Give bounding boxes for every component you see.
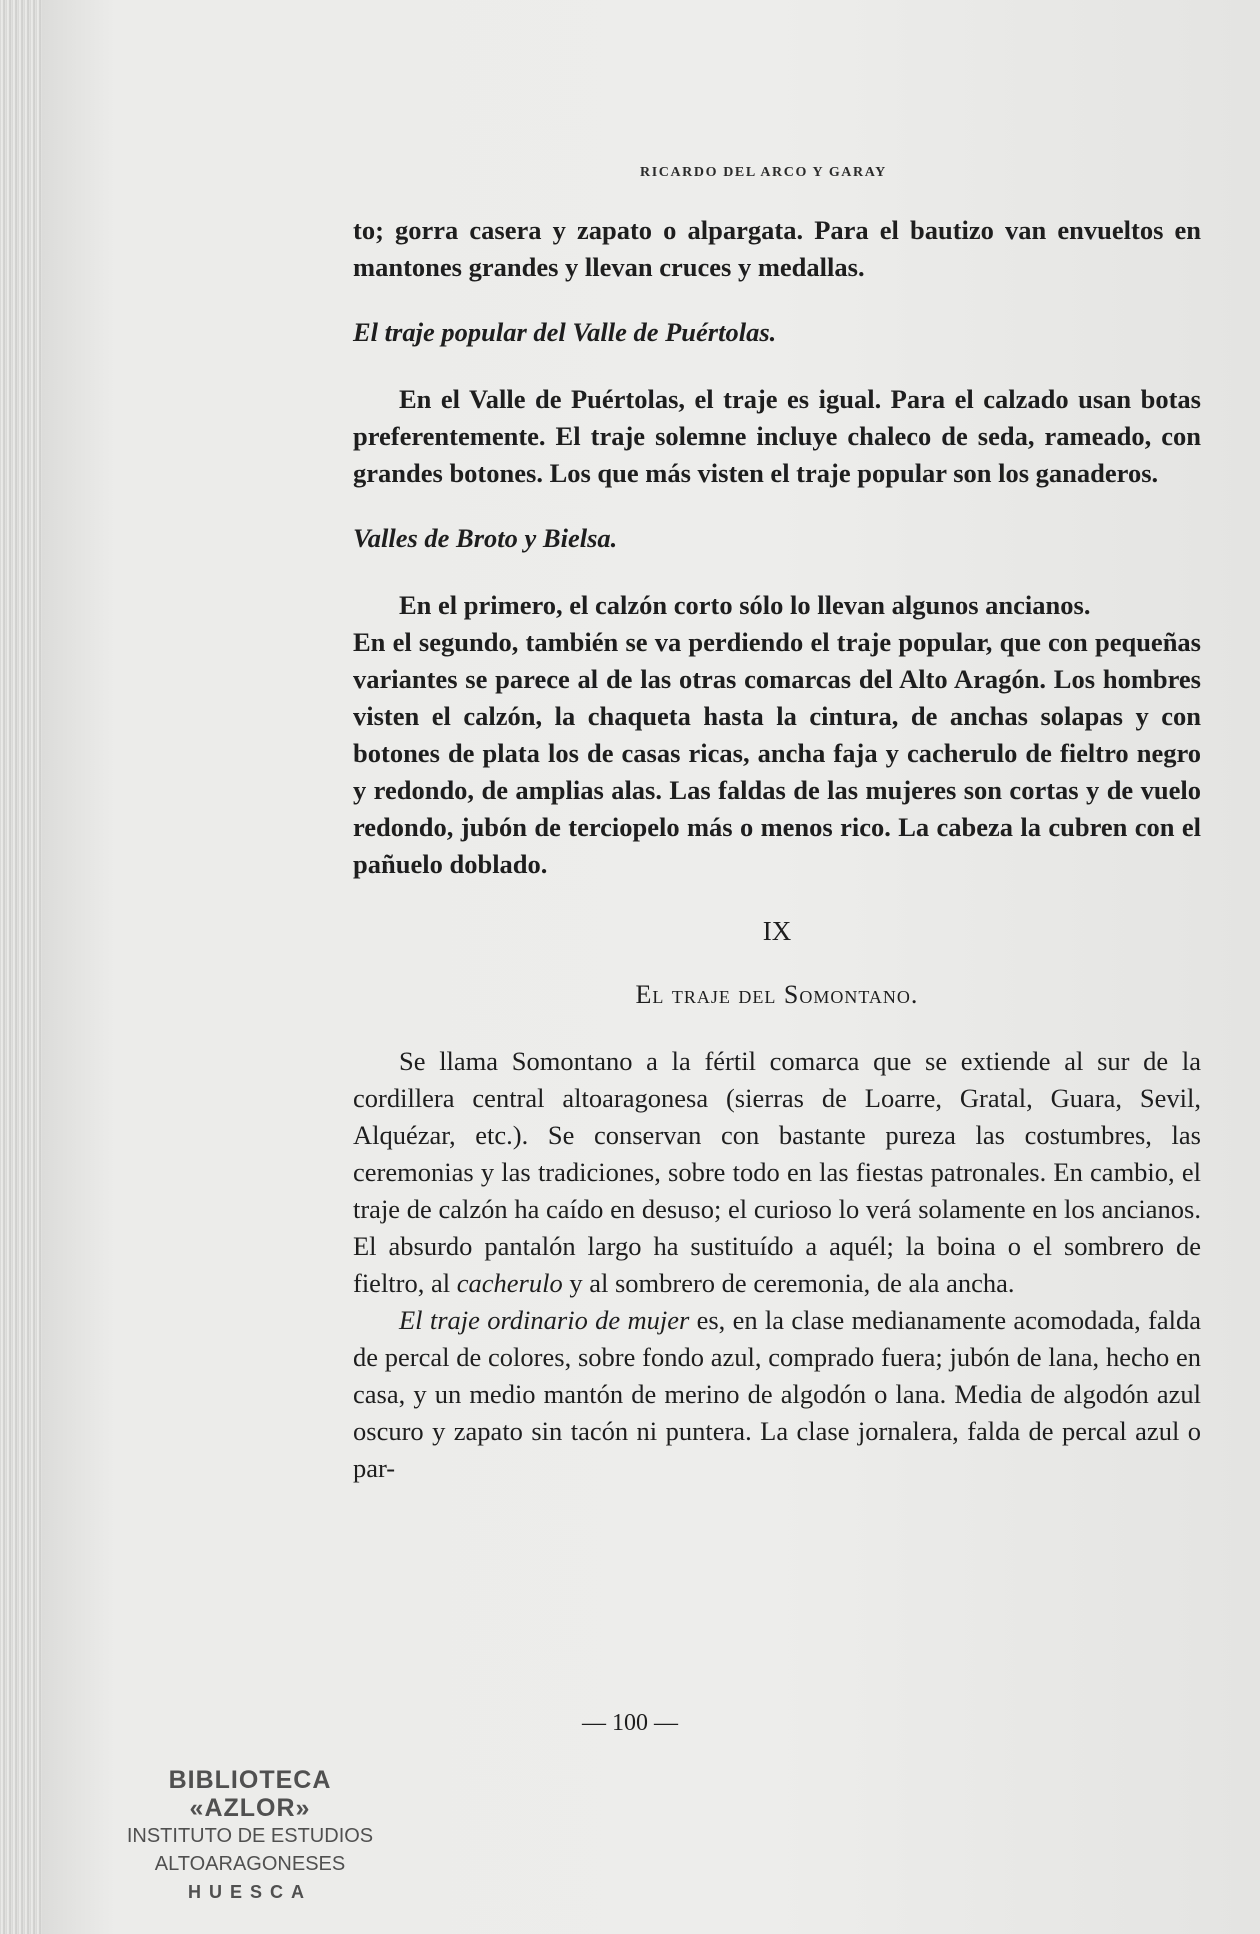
page-number: — 100 — xyxy=(582,1710,678,1736)
chapter-number: IX xyxy=(762,916,792,946)
paragraph-puertolas: En el Valle de Puértolas, el traje es igual. Para el calzado usan botas preferentemente. El traje solemne incluye chaleco de seda, rameado, con grandes botones. Los que más visten el traje popular son los ganaderos. xyxy=(353,384,1201,488)
paragraph-intro: to; gorra casera y zapato o alpargata. Para el bautizo van envueltos en mantones grandes y llevan cruces y medallas. xyxy=(353,215,1201,282)
traje-mujer-text: es, en la clase medianamente acomodada, falda de percal de colores, sobre fondo azul, comprado fuera; jubón de lana, hecho en casa, y un medio mantón de merino de algodón o lana. Media de algodón azul oscuro y zapato sin tacón ni puntera. La clase jornalera, falda de percal azul o par- xyxy=(353,1305,1201,1483)
chapter-title: El traje del Somontano. xyxy=(635,980,919,1009)
somontano-end-text: y al sombrero de ceremonia, de ala ancha. xyxy=(562,1268,1015,1298)
paragraph-traje-mujer xyxy=(353,1302,1201,1487)
stamp-line-2: INSTITUTO DE ESTUDIOS xyxy=(126,1825,374,1847)
stamp-line-4: HUESCA xyxy=(187,1882,312,1902)
main-text xyxy=(353,212,1201,1487)
section-heading-broto-bielsa: Valles de Broto y Bielsa. xyxy=(353,523,618,553)
library-stamp xyxy=(120,1766,380,1906)
running-head: RICARDO DEL ARCO Y GARAY xyxy=(640,165,887,180)
bold-section xyxy=(353,212,1201,883)
cacherulo-italic: cacherulo xyxy=(456,1268,563,1298)
paragraph-broto-1: En el primero, el calzón corto sólo lo llevan algunos ancianos. xyxy=(399,590,1091,620)
section-heading-puertolas: El traje popular del Valle de Puértolas. xyxy=(353,317,777,347)
traje-mujer-italic: El traje ordinario de mujer xyxy=(399,1305,690,1335)
regular-section xyxy=(353,1043,1201,1487)
page-edge xyxy=(0,0,42,1934)
stamp-line-3: ALTOARAGONESES xyxy=(154,1853,346,1875)
paragraph-somontano xyxy=(353,1043,1201,1302)
somontano-text: Se llama Somontano a la fértil comarca que se extiende al sur de la cordillera central altoaragonesa (sierras de Loarre, Gratal, Guara, Sevil, Alquézar, etc.). Se conservan con bastante pureza las costumbres, las ceremonias y las tradiciones, sobre todo en las fiestas patronales. En cambio, el traje de calzón ha caído en desuso; el curioso lo verá solamente en los ancianos. El absurdo pantalón largo ha sustituído a aquél; la boina o el sombrero de fieltro, al xyxy=(353,1046,1201,1298)
paragraph-broto-2: En el segundo, también se va perdiendo el traje popular, que con pequeñas variantes se parece al de las otras comarcas del Alto Aragón. Los hombres visten el calzón, la chaqueta hasta la cintura, de anchas solapas y con botones de plata los de casas ricas, ancha faja y cacherulo de fieltro negro y redondo, de amplias alas. Las faldas de las mujeres son cortas y de vuelo redondo, jubón de terciopelo más o menos rico. La cabeza la cubren con el pañuelo doblado. xyxy=(353,627,1201,879)
stamp-line-1: BIBLIOTECA «AZLOR» xyxy=(168,1766,332,1822)
